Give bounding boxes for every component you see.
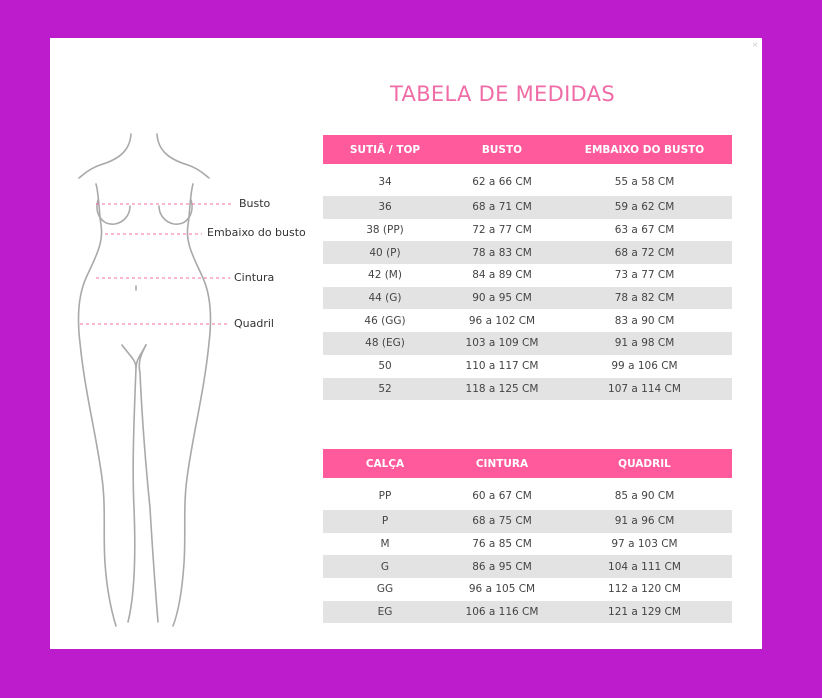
- table-row: [323, 578, 732, 601]
- cell-busto: 62 a 66 CM: [472, 176, 532, 188]
- cell-size: 48 (EG): [323, 332, 447, 355]
- page-title: TABELA DE MEDIDAS: [390, 82, 615, 106]
- cell-size: G: [323, 555, 447, 578]
- table-header-row: [323, 135, 732, 164]
- header-cintura: CINTURA: [447, 449, 557, 478]
- cell-size: P: [323, 510, 447, 533]
- cell-cintura: 76 a 85 CM: [472, 538, 532, 551]
- cell-embaixo: 91 a 98 CM: [557, 332, 732, 355]
- label-cintura: Cintura: [234, 271, 275, 284]
- table-row: [323, 241, 732, 264]
- cell-busto: 90 a 95 CM: [447, 287, 557, 310]
- table-row: [323, 533, 732, 556]
- cell-quadril: 104 a 111 CM: [557, 555, 732, 578]
- label-busto: Busto: [239, 197, 271, 210]
- cell-embaixo: 73 a 77 CM: [614, 269, 675, 282]
- table-row: [323, 332, 732, 355]
- cell-embaixo: 107 a 114 CM: [557, 378, 732, 401]
- table-row: [323, 510, 732, 533]
- header-busto: BUSTO: [447, 135, 557, 164]
- cell-size: 40 (P): [323, 241, 447, 264]
- cell-size: PP: [378, 490, 392, 502]
- table-row: [323, 478, 732, 510]
- table-row: [323, 378, 732, 401]
- cell-busto: 103 a 109 CM: [447, 332, 557, 355]
- cell-busto: 84 a 89 CM: [472, 269, 532, 282]
- table-row: [323, 196, 732, 219]
- cell-busto: 68 a 71 CM: [447, 196, 557, 219]
- label-embaixo-do-busto: Embaixo do busto: [207, 226, 306, 239]
- table-row: [323, 264, 732, 287]
- close-icon: ×: [752, 40, 758, 51]
- cell-embaixo: 99 a 106 CM: [611, 360, 678, 373]
- pants-size-table: [323, 449, 732, 623]
- table-row: [323, 164, 732, 196]
- table-header-row: [323, 449, 732, 478]
- cell-size: M: [380, 538, 390, 551]
- cell-size: GG: [376, 583, 394, 596]
- cell-size: 44 (G): [323, 287, 447, 310]
- cell-size: EG: [323, 601, 447, 624]
- cell-quadril: 121 a 129 CM: [557, 601, 732, 624]
- label-quadril: Quadril: [234, 317, 274, 330]
- cell-size: 46 (GG): [364, 314, 406, 327]
- cell-size: 34: [378, 176, 392, 188]
- cell-size: 50: [378, 360, 392, 373]
- header-embaixo-do-busto: EMBAIXO DO BUSTO: [557, 135, 732, 164]
- cell-embaixo: 68 a 72 CM: [557, 241, 732, 264]
- table-row: [323, 309, 732, 332]
- body-figure-illustration: [50, 38, 320, 649]
- cell-quadril: 112 a 120 CM: [608, 583, 681, 596]
- cell-busto: 78 a 83 CM: [447, 241, 557, 264]
- cell-size: 38 (PP): [366, 224, 404, 237]
- cell-cintura: 86 a 95 CM: [447, 555, 557, 578]
- header-sutia-top: SUTIÃ / TOP: [323, 135, 447, 164]
- cell-busto: 110 a 117 CM: [465, 360, 539, 373]
- cell-embaixo: 78 a 82 CM: [557, 287, 732, 310]
- cell-cintura: 106 a 116 CM: [447, 601, 557, 624]
- table-row: [323, 601, 732, 624]
- cell-embaixo: 59 a 62 CM: [557, 196, 732, 219]
- table-row: [323, 555, 732, 578]
- header-quadril: QUADRIL: [557, 449, 732, 478]
- cell-quadril: 85 a 90 CM: [614, 490, 675, 502]
- header-calca: CALÇA: [323, 449, 447, 478]
- cell-busto: 72 a 77 CM: [472, 224, 532, 237]
- cell-size: 36: [323, 196, 447, 219]
- cell-cintura: 60 a 67 CM: [472, 490, 532, 502]
- table-row: [323, 287, 732, 310]
- cell-embaixo: 55 a 58 CM: [614, 176, 675, 188]
- cell-size: 52: [323, 378, 447, 401]
- cell-quadril: 91 a 96 CM: [557, 510, 732, 533]
- cell-size: 42 (M): [368, 269, 402, 282]
- table-row: [323, 355, 732, 378]
- cell-cintura: 68 a 75 CM: [447, 510, 557, 533]
- cell-cintura: 96 a 105 CM: [468, 583, 536, 596]
- cell-embaixo: 63 a 67 CM: [614, 224, 675, 237]
- size-chart-card: [50, 38, 762, 649]
- cell-quadril: 97 a 103 CM: [611, 538, 678, 551]
- cell-busto: 96 a 102 CM: [468, 314, 536, 327]
- bra-top-size-table: [323, 135, 732, 400]
- cell-busto: 118 a 125 CM: [447, 378, 557, 401]
- cell-embaixo: 83 a 90 CM: [614, 314, 675, 327]
- table-row: [323, 219, 732, 242]
